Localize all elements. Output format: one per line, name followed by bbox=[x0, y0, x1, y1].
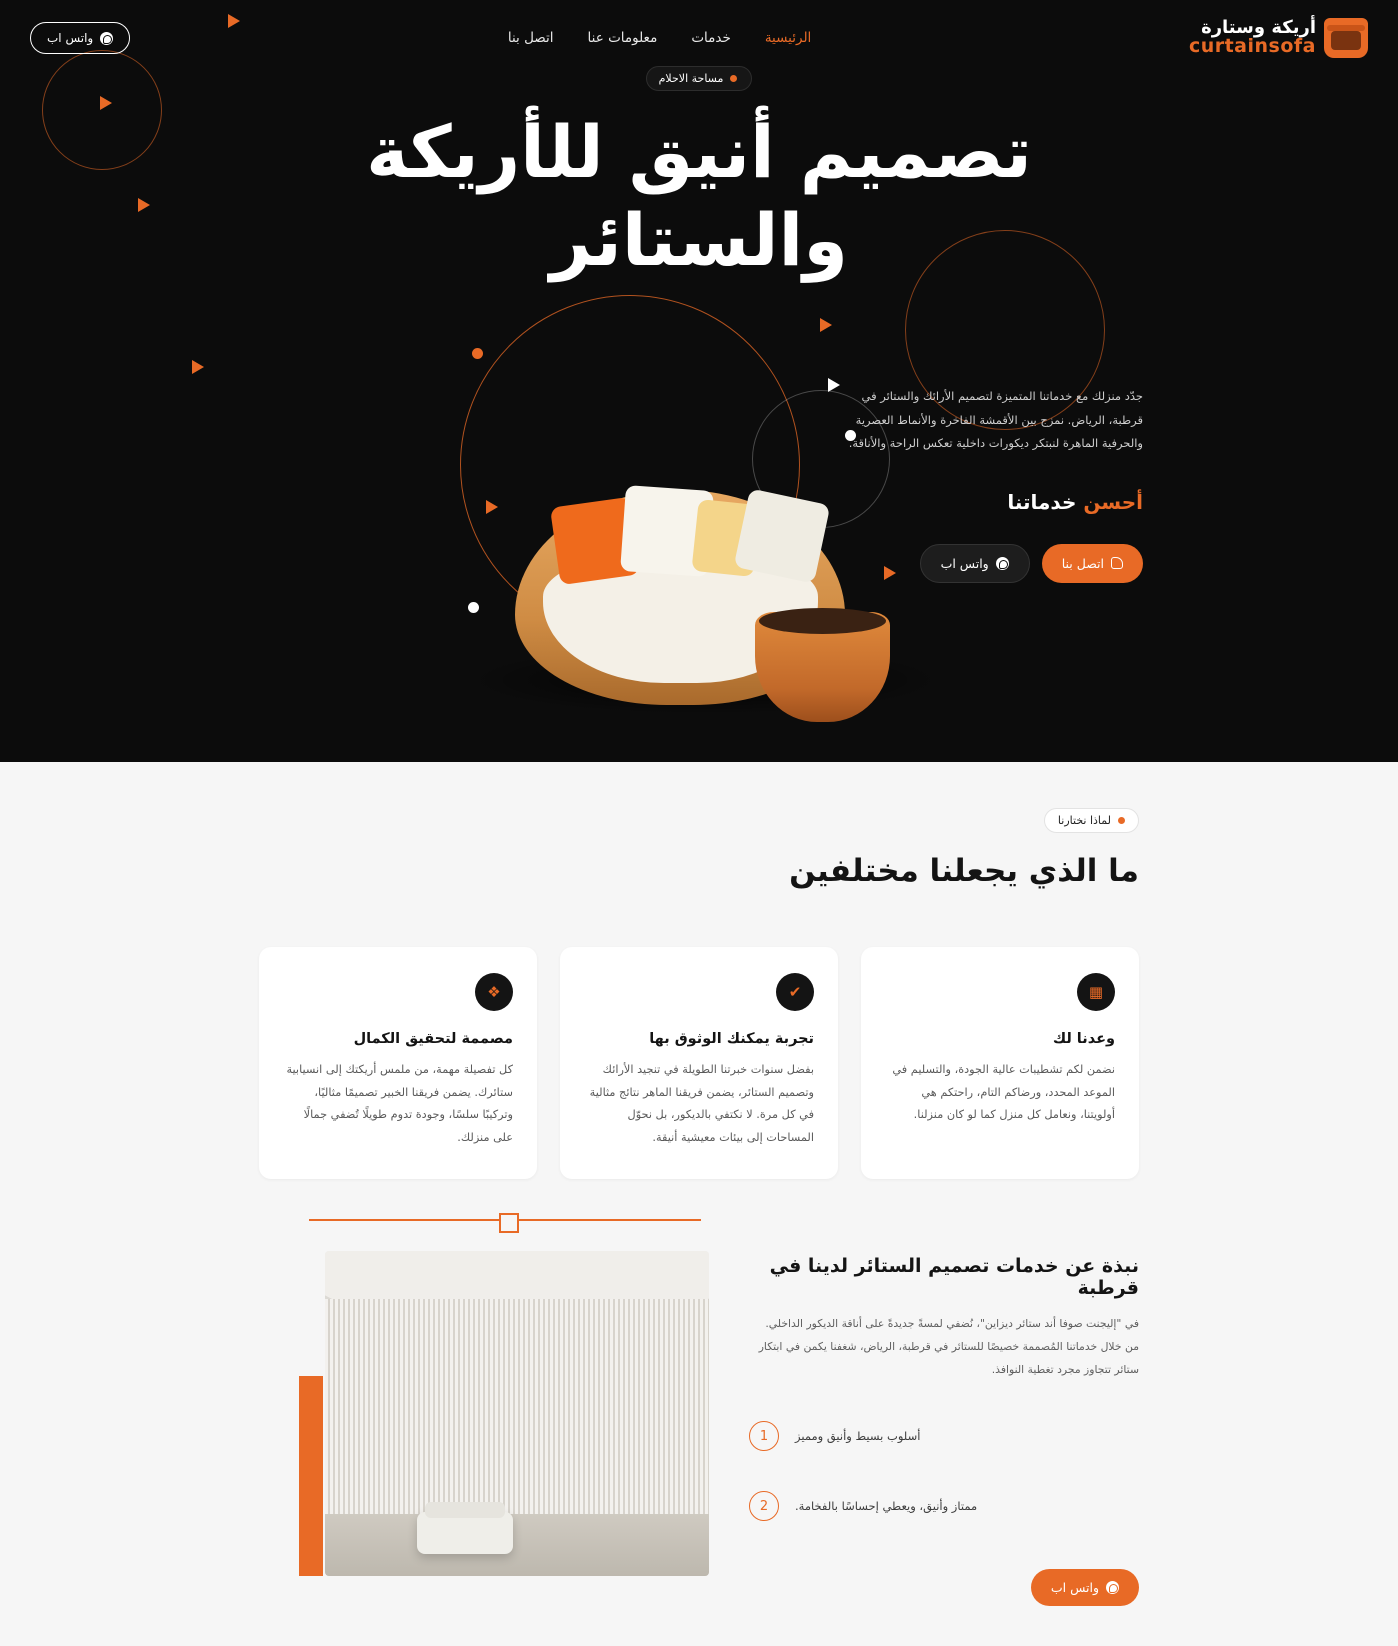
check-circle-icon: ✔ bbox=[776, 973, 814, 1011]
decor-triangle bbox=[828, 378, 840, 392]
feature-card bbox=[861, 947, 1139, 1179]
header-whatsapp-label: واتس اب bbox=[47, 31, 94, 45]
about-paragraph: في "إليجنت صوفا أند ستائر ديزاين"، نُضفي لمسةً جديدةً على أناقة الديكور الداخلي. من خلال خدماتنا المُصممة خصيصًا للستائر في قرطبة، الرياض، شغفنا يكمن في ابتكار ستائر تتجاوز مجرد تغطية النوافذ. bbox=[758, 1317, 1139, 1376]
curtain-room-image bbox=[325, 1251, 709, 1576]
feature-card bbox=[259, 947, 537, 1179]
hero-whatsapp-button[interactable] bbox=[920, 544, 1030, 583]
feature-card-text: بفضل سنوات خبرتنا الطويلة في تنجيد الأرائك وتصميم الستائر، يضمن فريقنا الماهر نتائج مثالية في كل مرة. لا نكتفي بالديكور، بل نحوّل المساحات إلى بيئات معيشية أنيقة. bbox=[589, 1063, 814, 1144]
header-whatsapp-button[interactable] bbox=[30, 22, 130, 54]
decor-triangle bbox=[820, 318, 832, 332]
main-nav bbox=[508, 30, 811, 46]
decor-triangle bbox=[192, 360, 204, 374]
feature-card bbox=[560, 947, 838, 1179]
feature-card-text: كل تفصيلة مهمة، من ملمس أريكتك إلى انسيابية ستائرك. يضمن فريقنا الخبير تصميمًا مثاليًا، وتركيبًا سلسًا، وجودة تدوم طويلًا تُضفي جمالًا على منزلك. bbox=[286, 1063, 513, 1144]
decor-dot bbox=[472, 348, 483, 359]
hero-buttons bbox=[843, 544, 1143, 583]
about-feature-number: 1 bbox=[749, 1421, 779, 1451]
about-curtains-section bbox=[0, 1219, 1398, 1646]
about-title: نبذة عن خدمات تصميم الستائر لدينا في قرطبة bbox=[769, 1255, 1139, 1300]
top-navigation-bar bbox=[0, 0, 1398, 62]
nav-item-about[interactable]: معلومات عنا bbox=[587, 30, 658, 46]
why-section-title: ما الذي يجعلنا مختلفين bbox=[789, 853, 1139, 889]
decor-pot-top bbox=[759, 608, 886, 634]
room-curtain bbox=[325, 1299, 709, 1514]
hero-subheading bbox=[843, 490, 1143, 514]
about-image-block bbox=[299, 1219, 709, 1576]
layers-icon: ❖ bbox=[475, 973, 513, 1011]
site-logo[interactable] bbox=[1189, 18, 1368, 58]
image-decor-bar bbox=[299, 1376, 323, 1576]
image-decor-top bbox=[309, 1219, 701, 1249]
nav-item-services[interactable]: خدمات bbox=[691, 30, 731, 46]
room-floor bbox=[325, 1514, 709, 1576]
whatsapp-icon bbox=[1106, 1581, 1119, 1594]
logo-english-text: curtainsofa bbox=[1188, 35, 1316, 58]
hero-subheading-rest: خدماتنا bbox=[1007, 489, 1084, 514]
about-text-block bbox=[749, 1219, 1139, 1606]
about-feature-number: 2 bbox=[749, 1491, 779, 1521]
about-whatsapp-button[interactable] bbox=[1031, 1569, 1139, 1606]
feature-card-title: وعدنا لك bbox=[1052, 1031, 1115, 1047]
feature-cards bbox=[259, 947, 1139, 1179]
hero-badge-label: مساحة الاحلام bbox=[658, 72, 724, 85]
hero-copy-block bbox=[843, 385, 1143, 583]
grid-icon: ▦ bbox=[1077, 973, 1115, 1011]
whatsapp-icon bbox=[996, 557, 1009, 570]
call-us-button[interactable] bbox=[1042, 544, 1143, 583]
about-whatsapp-label: واتس اب bbox=[1050, 1580, 1099, 1596]
badge-dot-icon bbox=[1118, 817, 1125, 824]
phone-icon bbox=[1111, 557, 1123, 569]
about-feature-item bbox=[749, 1491, 1139, 1521]
logo-arabic-text: أريكة وستارة bbox=[1201, 16, 1316, 38]
why-choose-us-section bbox=[0, 762, 1398, 1219]
why-tag-label: لماذا نختارنا bbox=[1057, 814, 1111, 827]
hero-whatsapp-label: واتس اب bbox=[940, 555, 989, 571]
about-feature-text: ممتاز وأنيق، ويعطي إحساسًا بالفخامة. bbox=[795, 1499, 978, 1514]
room-sofa bbox=[417, 1512, 513, 1554]
decor-triangle bbox=[100, 96, 112, 110]
sofa-icon bbox=[1324, 18, 1368, 58]
why-tag-badge bbox=[1044, 808, 1139, 833]
nav-item-home[interactable]: الرئيسية bbox=[764, 30, 812, 46]
about-feature-text: أسلوب بسيط وأنيق ومميز bbox=[795, 1429, 921, 1444]
hero-badge bbox=[646, 66, 753, 91]
nav-item-contact[interactable]: اتصل بنا bbox=[507, 30, 554, 46]
badge-dot-icon bbox=[730, 75, 737, 82]
hero-section bbox=[0, 0, 1398, 762]
whatsapp-icon bbox=[100, 32, 113, 45]
hero-title-line-2: والستائر bbox=[550, 197, 848, 282]
about-feature-item bbox=[749, 1421, 1139, 1451]
hero-title-line-1: تصميم أنيق للأريكة bbox=[366, 110, 1032, 194]
feature-card-title: تجربة يمكنك الوثوق بها bbox=[649, 1031, 814, 1047]
cushion-white bbox=[734, 488, 831, 583]
feature-card-text: نضمن لكم تشطيبات عالية الجودة، والتسليم في الموعد المحدد، ورضاكم التام، راحتكم هي أولويتنا، ونعامل كل منزل كما لو كان منزلنا. bbox=[892, 1063, 1115, 1122]
hero-subheading-highlight: أحسن bbox=[1083, 489, 1143, 514]
feature-card-title: مصممة لتحقيق الكمال bbox=[353, 1031, 513, 1047]
call-us-label: اتصل بنا bbox=[1061, 555, 1104, 571]
hero-paragraph: جدّد منزلك مع خدماتنا المتميزة لتصميم الأرائك والستائر في قرطبة، الرياض. نمزج بين الأقمشة الفاخرة والأنماط العصرية والحرفية الماهرة لنبتكر ديكورات داخلية تعكس الراحة والأناقة. bbox=[848, 389, 1143, 451]
page-title bbox=[0, 109, 1398, 285]
